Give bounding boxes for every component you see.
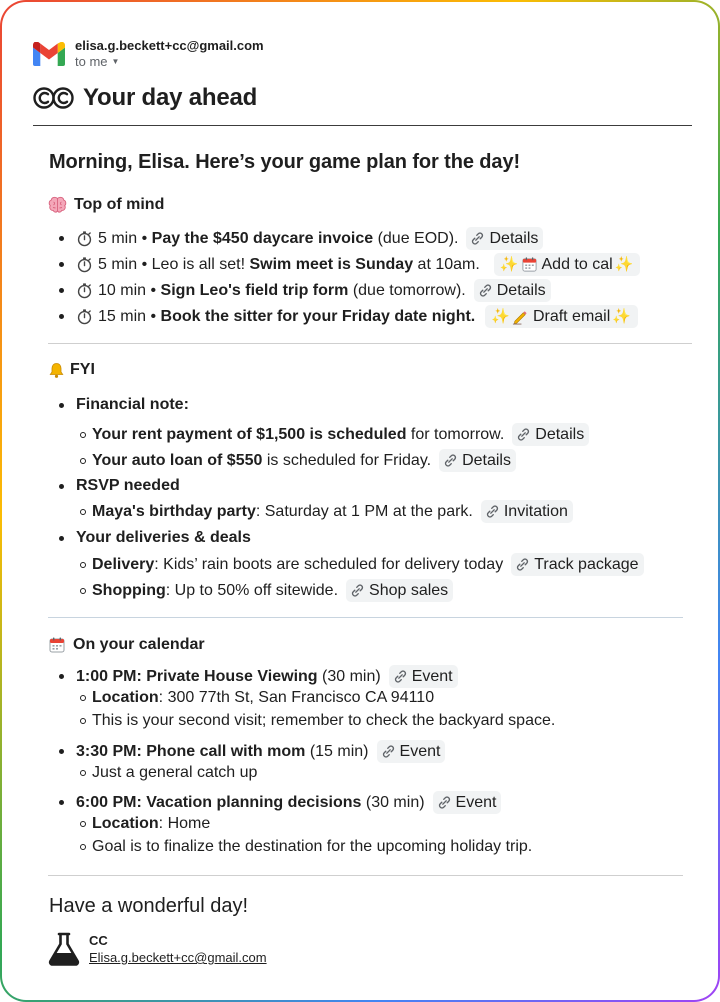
rsvp-label: RSVP needed [76,477,180,494]
details-chip[interactable] [512,423,589,446]
greeting: Morning, Elisa. Here’s your game plan for the day! [49,151,521,173]
signature [48,932,267,966]
list-item [59,740,445,763]
email-title-row [33,84,257,112]
recipient-line[interactable] [75,54,264,70]
fyi-heading [48,361,95,379]
sparkle-icon: ✨ [499,256,519,273]
bullet [59,288,64,293]
sparkle-icon: ✨ [491,308,510,325]
section-divider [48,617,683,618]
bullet [59,314,64,319]
list-item [80,764,257,782]
sparkle-icon: ✨ [614,256,634,273]
task-note: at 10am. [417,255,480,273]
item-title: Your rent payment of $1,500 is scheduled [92,425,407,443]
task-duration: 15 min [98,307,147,325]
email-title: Your day ahead [83,84,258,111]
chip-label: Shop sales [369,582,449,599]
separator: • [141,229,148,247]
financial-note-label: Financial note: [76,396,189,413]
header-divider [33,125,692,126]
list-item [59,665,458,688]
list-item [80,689,434,707]
event-title: 1:00 PM: Private House Viewing [76,667,318,685]
deliveries-label: Your deliveries & deals [76,529,251,546]
task-duration: 10 min [98,281,147,299]
bullet [59,262,64,267]
bullet [59,749,64,754]
list-item [80,838,532,856]
item-note: : Saturday at 1 PM at the park. [255,502,473,520]
event-duration: (30 min) [365,793,425,811]
bell-icon [48,362,65,379]
list-item [80,449,516,472]
task-prefix: Leo is all set! [151,255,246,273]
sparkle-icon: ✨ [612,308,631,325]
link-icon [350,583,365,598]
shop-sales-chip[interactable] [346,579,453,602]
list-item [80,815,210,833]
closing-message: Have a wonderful day! [49,895,249,917]
sub-bullet [80,458,86,464]
event-title: 3:30 PM: Phone call with mom [76,742,306,760]
stopwatch-icon [76,230,93,247]
item-title: Delivery [92,555,155,573]
chip-label: Details [496,282,546,299]
section-divider [48,343,692,344]
event-duration: (15 min) [309,742,369,760]
flask-icon [48,932,80,966]
chevron-down-icon[interactable]: ▼ [111,57,120,66]
link-icon [470,231,485,246]
list-item [59,791,501,814]
top-of-mind-heading [48,196,164,214]
cc-logo-icon [33,87,75,109]
stopwatch-icon [76,256,93,273]
task-title: Pay the $450 daycare invoice [151,229,374,247]
list-item [80,579,453,602]
task-duration: 5 min [98,255,138,273]
event-chip[interactable] [377,740,446,763]
bullet [59,800,64,805]
item-note: : Up to 50% off sitewide. [165,581,339,599]
event-note: Goal is to finalize the destination for the upcoming holiday trip. [92,838,533,855]
draft-email-chip[interactable] [485,305,638,328]
chip-label: Track package [534,556,639,573]
calendar-heading [48,636,205,654]
chip-label: Draft email [532,308,611,325]
chip-label: Event [455,794,497,811]
chip-label: Event [411,668,453,685]
event-note: Just a general catch up [92,764,258,781]
bullet [59,403,64,408]
location-label: Location [92,689,159,706]
separator: • [150,281,157,299]
event-chip[interactable] [433,791,502,814]
details-chip[interactable] [466,227,543,250]
link-icon [393,669,408,684]
location-value: : 300 77th St, San Francisco CA 94110 [158,689,435,706]
bullet [59,536,64,541]
task-note: (due tomorrow). [352,281,466,299]
task-title: Swim meet is Sunday [249,255,414,273]
list-item [80,500,573,523]
sub-bullet [80,562,86,568]
gmail-logo-icon [33,42,65,66]
list-item [80,423,589,446]
event-note: This is your second visit; remember to check the backyard space. [92,712,556,729]
sub-bullet [80,588,86,594]
chip-label: Details [535,426,585,443]
to-label: to me [75,54,108,69]
chip-label: Details [462,452,511,469]
sender-address[interactable]: elisa.g.beckett+cc@gmail.com [75,38,264,53]
link-icon [485,504,500,519]
email-header [33,38,264,70]
details-chip[interactable] [439,449,516,472]
task-title: Sign Leo's field trip form [160,281,349,299]
sub-bullet [80,844,86,850]
chip-label: Add to cal [541,256,613,273]
calendar-icon [48,636,66,654]
top-of-mind-title: Top of mind [74,196,165,213]
item-note: for tomorrow. [410,425,505,443]
bullet [59,674,64,679]
list-item [80,553,644,576]
sub-bullet [80,695,86,701]
link-icon [515,557,530,572]
sub-bullet [80,509,86,515]
link-icon [516,427,531,442]
section-divider [48,875,683,876]
stopwatch-icon [76,308,93,325]
link-icon [443,453,458,468]
sub-bullet [80,821,86,827]
item-title: Your auto loan of $550 [92,451,263,469]
event-chip[interactable] [389,665,458,688]
fyi-title: FYI [70,361,95,378]
event-duration: (30 min) [322,667,381,685]
calendar-icon [521,256,538,273]
location-value: : Home [158,815,211,832]
link-icon [381,744,396,759]
list-item [59,279,551,302]
writing-hand-icon [512,308,529,325]
signature-name: CC [89,933,108,948]
sub-bullet [80,718,86,724]
location-label: Location [92,815,159,832]
separator: • [150,307,157,325]
list-item [80,712,555,730]
email-card [2,2,718,1000]
signature-email-link[interactable]: Elisa.g.beckett+cc@gmail.com [89,950,267,965]
separator: • [141,255,148,273]
sub-bullet [80,770,86,776]
item-title: Shopping [92,581,166,599]
list-item [59,253,640,276]
link-icon [437,795,452,810]
invitation-chip[interactable] [481,500,573,523]
list-item [59,305,638,328]
link-icon [478,283,493,298]
list-item [59,396,189,414]
chip-label: Details [489,230,539,247]
list-item [59,477,180,495]
event-title: 6:00 PM: Vacation planning decisions [76,793,362,811]
task-duration: 5 min [98,229,138,247]
bullet [59,484,64,489]
task-title: Book the sitter for your Friday date night. [160,307,476,325]
details-chip[interactable] [474,279,551,302]
list-item [59,227,543,250]
add-to-cal-chip[interactable] [494,253,641,276]
item-note: : Kids’ rain boots are scheduled for delivery today [154,555,504,573]
task-note: (due EOD). [377,229,459,247]
sub-bullet [80,432,86,438]
chip-label: Invitation [503,503,568,520]
stopwatch-icon [76,282,93,299]
item-title: Maya's birthday party [92,502,256,520]
brain-icon [48,196,67,214]
chip-label: Event [399,743,441,760]
bullet [59,236,64,241]
calendar-title: On your calendar [73,636,205,653]
list-item [59,529,251,547]
item-note: is scheduled for Friday. [266,451,432,469]
track-package-chip[interactable] [511,553,643,576]
